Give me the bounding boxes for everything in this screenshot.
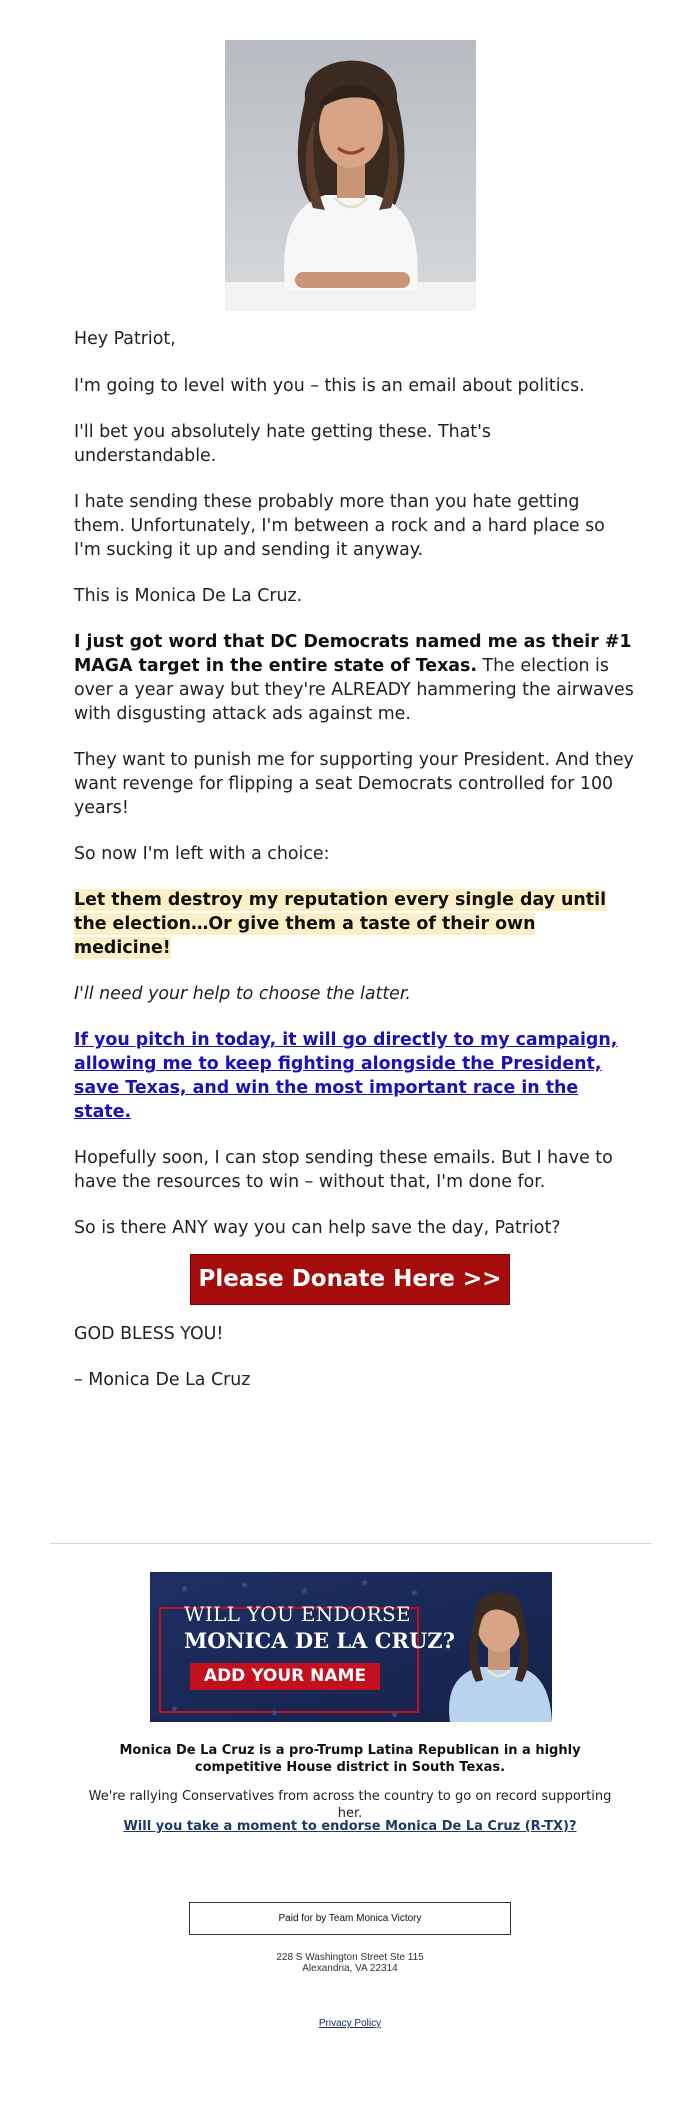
paragraph: So is there ANY way you can help save the day, Patriot? [74,1218,561,1238]
paragraph: I'm going to level with you – this is an email about politics. [74,376,585,396]
add-your-name-button[interactable]: ADD YOUR NAME [190,1663,380,1690]
banner-headline-2: MONICA DE LA CRUZ? [184,1628,455,1653]
highlight-paragraph [74,888,634,960]
paragraph: I'll bet you absolutely hate getting these. That's understandable. [74,422,491,466]
paragraph-target [74,630,634,726]
donate-button[interactable]: Please Donate Here >> [190,1254,510,1305]
svg-text:★: ★ [360,1578,369,1589]
donate-link-paragraph [74,1028,634,1124]
paragraph-rest: The election is over a year away but they're ALREADY hammering the airwaves with disgusting attack ads against me. [74,656,634,724]
svg-text:★: ★ [180,1584,189,1595]
privacy-container [300,2018,400,2029]
privacy-policy-link[interactable]: Privacy Policy [318,2018,382,2029]
endorse-banner[interactable] [150,1572,552,1722]
italic-paragraph: I'll need your help to choose the latter. [74,984,411,1004]
candidate-portrait [225,40,476,311]
paragraph: I hate sending these probably more than you hate getting them. Unfortunately, I'm between a rock and a hard place so I'm sucking it up and sending it anyway. [74,492,605,560]
divider [50,1543,652,1544]
paragraph: They want to punish me for supporting your President. And they want revenge for flipping a seat Democrats controlled for 100 years! [74,750,634,818]
candidate-description: Monica De La Cruz is a pro-Trump Latina Republican in a highly competitive House district in South Texas. [119,1743,581,1775]
bold-claim: I just got word that DC Democrats named me as their #1 MAGA target in the entire state of Texas. [74,632,632,676]
signoff: GOD BLESS YOU! [74,1324,224,1344]
svg-text:★: ★ [240,1580,249,1591]
endorse-link[interactable]: Will you take a moment to endorse Monica De La Cruz (R-TX)? [123,1819,577,1834]
endorse-paragraph [80,1818,620,1835]
highlighted-text: Let them destroy my reputation every single day until the election…Or give them a taste of their own medicine! [74,890,607,958]
address-line-1: 228 S Washington Street Ste 115 [276,1952,424,1963]
rallying-text: We're rallying Conservatives from across the country to go on record supporting her. [88,1789,612,1821]
svg-text:★: ★ [410,1588,419,1599]
paragraph: This is Monica De La Cruz. [74,586,303,606]
svg-text:★: ★ [390,1710,399,1721]
paragraph: So now I'm left with a choice: [74,844,330,864]
address-line-2: Alexandria, VA 22314 [302,1963,398,1974]
svg-text:★: ★ [300,1586,309,1597]
svg-text:★: ★ [170,1704,179,1715]
banner-headline-1: WILL YOU ENDORSE [184,1602,411,1626]
svg-text:★: ★ [270,1708,279,1719]
signature: – Monica De La Cruz [74,1370,251,1390]
paid-for-box: Paid for by Team Monica Victory [189,1902,511,1935]
paragraph: Hopefully soon, I can stop sending these emails. But I have to have the resources to win – without that, I'm done for. [74,1148,613,1192]
greeting: Hey Patriot, [74,329,176,349]
donate-text-link[interactable]: If you pitch in today, it will go directly to my campaign, allowing me to keep fighting alongside the President, save Texas, and win the most important race in the state. [74,1030,618,1122]
